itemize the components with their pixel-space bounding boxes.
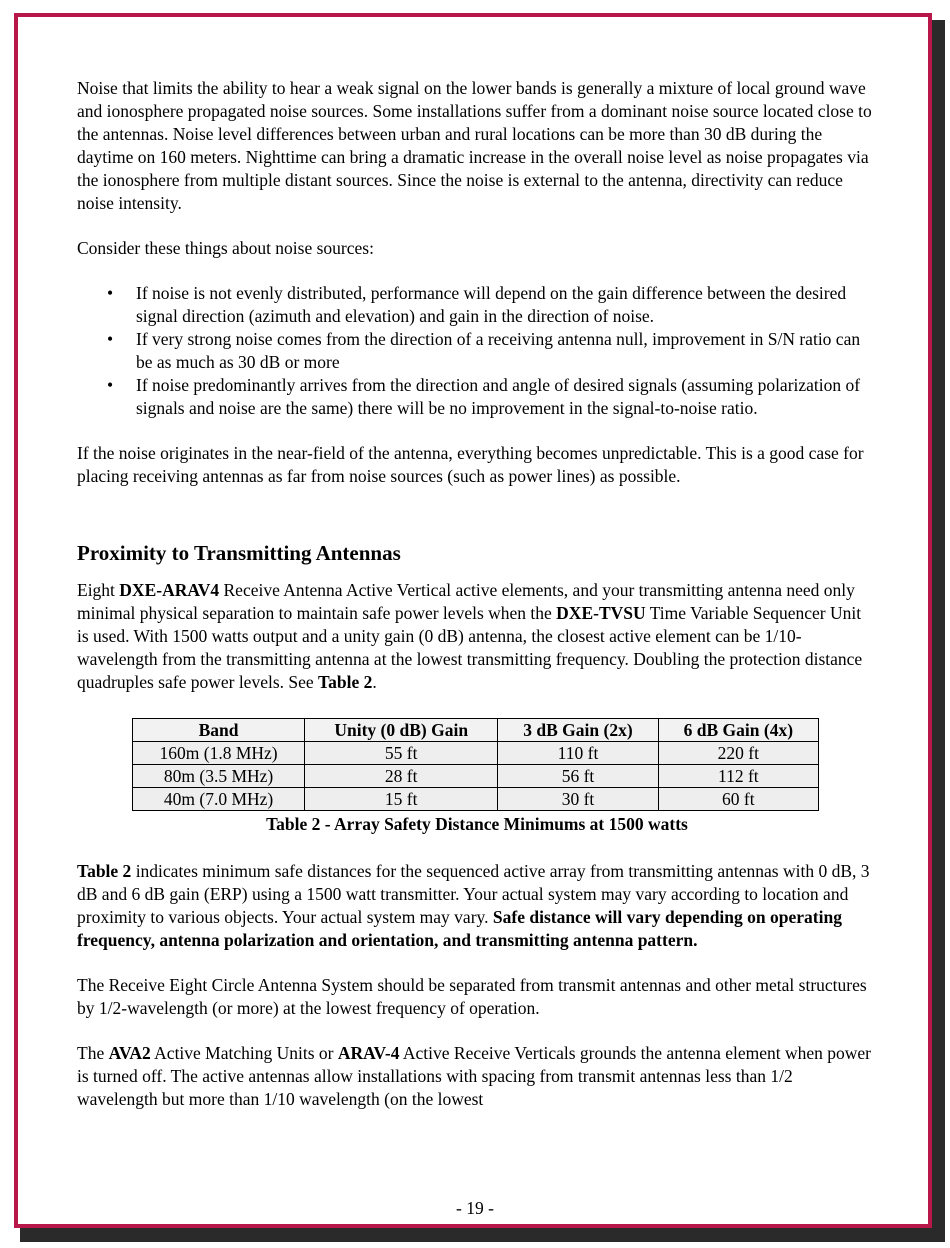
- table-cell: 60 ft: [658, 788, 818, 811]
- noise-bullet-list: [77, 282, 877, 420]
- list-item-text: If noise is not evenly distributed, performance will depend on the gain difference between the desired signal direction (azimuth and elevation) and gain in the direction of noise.: [136, 283, 847, 326]
- page-number: - 19 -: [456, 1198, 494, 1218]
- table-cell: 220 ft: [658, 742, 818, 765]
- table-cell: 80m (3.5 MHz): [133, 765, 305, 788]
- table-header-row: [133, 719, 819, 742]
- table-reference: Table 2: [318, 672, 373, 692]
- table-cell: 28 ft: [305, 765, 498, 788]
- text-run: .: [372, 672, 377, 692]
- column-header: Band: [133, 719, 305, 742]
- table-row: [133, 742, 819, 765]
- text-run: indicates minimum safe distances for the sequenced active array from transmitting antennas with 0 dB, 3 dB and 6 dB gain (ERP) using a 1500 watt transmitter. Your actual system may vary according to location and proximity to various objects. Your actual system may vary.: [77, 861, 870, 927]
- safety-distance-table: [132, 718, 819, 811]
- section-heading: Proximity to Transmitting Antennas: [77, 541, 401, 565]
- product-name-arav4: DXE-ARAV4: [119, 580, 220, 600]
- noise-paragraph: Noise that limits the ability to hear a weak signal on the lower bands is generally a mixture of local ground wave and ionosphere propagated noise sources. Some installations suffer from a dominant noise source located close to the antennas. Noise level differences between urban and rural locations can be more than 30 dB during the daytime on 160 meters. Nighttime can bring a dramatic increase in the overall noise level as noise propagates via the ionosphere from multiple distant sources. Since the noise is external to the antenna, directivity can reduce noise intensity.: [77, 78, 872, 213]
- column-header: 3 dB Gain (2x): [498, 719, 658, 742]
- text-run: Active Matching Units or: [150, 1043, 338, 1063]
- table-cell: 110 ft: [498, 742, 658, 765]
- table-cell: 40m (7.0 MHz): [133, 788, 305, 811]
- table-cell: 160m (1.8 MHz): [133, 742, 305, 765]
- column-header: 6 dB Gain (4x): [658, 719, 818, 742]
- safe-distance-paragraph: [77, 860, 877, 952]
- product-name-tvsu: DXE-TVSU: [556, 603, 646, 623]
- text-run: Receive Antenna Active Vertical active elements, and your transmitting antenna need only minimal physical separation to maintain safe power levels when the: [77, 580, 855, 623]
- text-run: The: [77, 1043, 109, 1063]
- bullet-icon: •: [107, 375, 114, 395]
- product-name-ava2: AVA2: [108, 1043, 151, 1063]
- list-item-text: If very strong noise comes from the direction of a receiving antenna null, improvement in S/N ratio can be as much as 30 dB or more: [136, 329, 861, 372]
- table-reference: Table 2: [77, 861, 132, 881]
- column-header: Unity (0 dB) Gain: [305, 719, 498, 742]
- separation-paragraph: The Receive Eight Circle Antenna System should be separated from transmit antennas and other metal structures by 1/2-wavelength (or more) at the lowest frequency of operation.: [77, 975, 867, 1018]
- active-units-paragraph: [77, 1042, 877, 1111]
- text-run: Eight: [77, 580, 120, 600]
- table-cell: 15 ft: [305, 788, 498, 811]
- bullet-icon: •: [107, 329, 114, 349]
- near-field-paragraph: If the noise originates in the near-field of the antenna, everything becomes unpredictable. This is a good case for placing receiving antennas as far from noise sources (such as power lines) as possible.: [77, 443, 864, 486]
- product-name-arav-4: ARAV-4: [337, 1043, 400, 1063]
- table-caption: Table 2 - Array Safety Distance Minimums at 1500 watts: [266, 814, 688, 834]
- proximity-paragraph: [77, 579, 877, 694]
- list-item-text: If noise predominantly arrives from the direction and angle of desired signals (assuming polarization of signals and noise are the same) there will be no improvement in the signal-to-noise ratio.: [136, 375, 861, 418]
- table-row: [133, 788, 819, 811]
- table-cell: 112 ft: [658, 765, 818, 788]
- table-cell: 55 ft: [305, 742, 498, 765]
- text-run: Active Receive Verticals grounds the antenna element when power is turned off. The active antennas allow installations with spacing from transmit antennas less than 1/2 wavelength but more than 1/10 wavelength (on the lowest: [77, 1043, 871, 1109]
- noise-sources-intro: Consider these things about noise sources:: [77, 238, 374, 258]
- list-item: [107, 328, 877, 374]
- text-run: Time Variable Sequencer Unit is used. With 1500 watts output and a unity gain (0 dB) antenna, the closest active element can be 1/10-wavelength from the transmitting antenna at the lowest transmitting frequency. Doubling the protection distance quadruples safe power levels. See: [77, 603, 863, 692]
- table-cell: 56 ft: [498, 765, 658, 788]
- safe-distance-warning: Safe distance will vary depending on operating frequency, antenna polarization and orientation, and transmitting antenna pattern.: [77, 907, 842, 950]
- table-cell: 30 ft: [498, 788, 658, 811]
- bullet-icon: •: [107, 283, 114, 303]
- table-row: [133, 765, 819, 788]
- page-content: [77, 77, 877, 1133]
- list-item: [107, 374, 877, 420]
- list-item: [107, 282, 877, 328]
